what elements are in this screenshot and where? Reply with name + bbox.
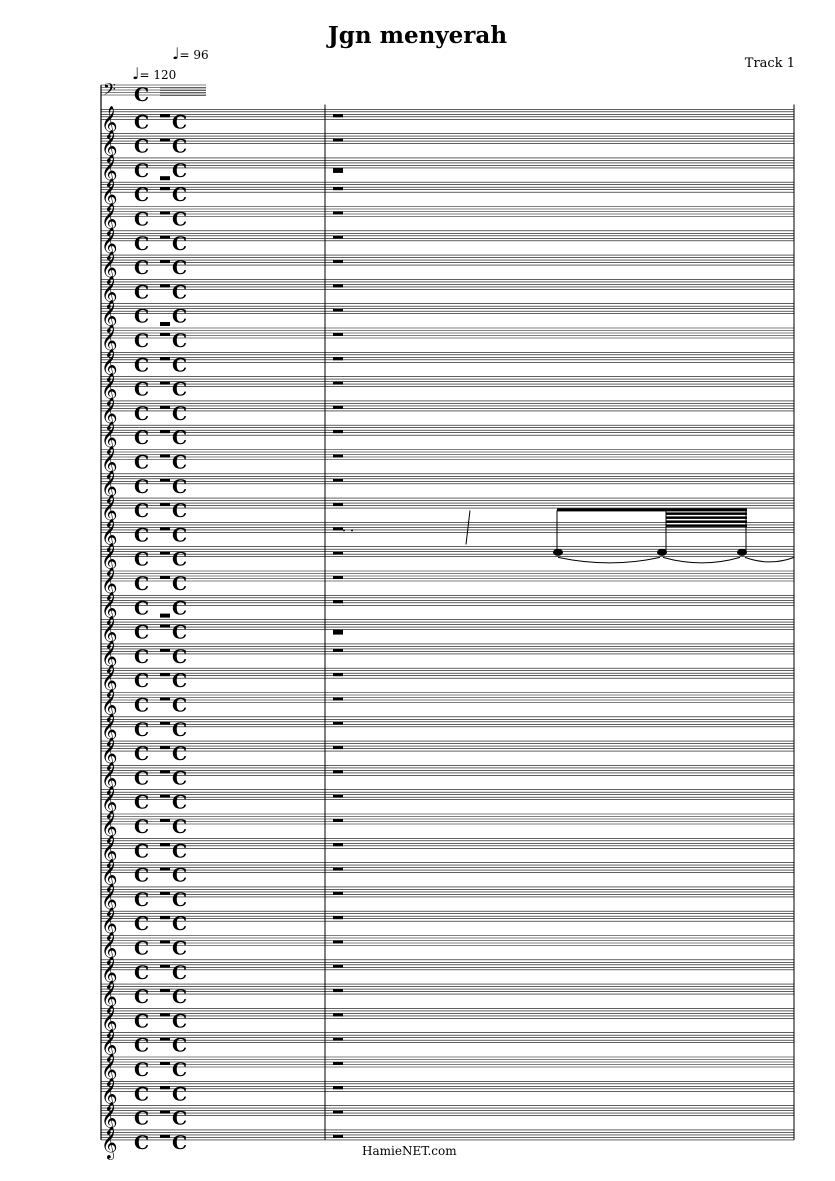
half-rest-icon — [333, 965, 343, 968]
time-signature: C — [172, 1107, 188, 1130]
time-signature: C — [172, 305, 188, 328]
half-rest-icon — [160, 1062, 170, 1065]
half-rest-icon — [160, 333, 170, 336]
time-signature: C — [134, 402, 150, 425]
treble-clef-icon: 𝄞 — [101, 129, 118, 163]
half-rest-icon — [333, 989, 343, 992]
time-signature: C — [134, 475, 150, 498]
time-signature: C — [134, 451, 150, 474]
treble-clef-icon: 𝄞 — [101, 153, 118, 187]
half-rest-icon — [333, 187, 343, 190]
half-rest-icon — [333, 892, 343, 895]
time-signature: C — [172, 718, 188, 741]
half-rest-icon — [160, 1086, 170, 1089]
dot — [351, 529, 353, 531]
half-rest-icon — [333, 503, 343, 506]
time-signature: C — [134, 573, 150, 595]
treble-clef-icon: 𝄞 — [101, 712, 118, 746]
time-signature: C — [172, 694, 188, 717]
time-signature: C — [172, 281, 188, 304]
time-signature: C — [172, 354, 188, 377]
time-signature: C — [134, 986, 150, 1009]
half-rest-icon — [333, 916, 343, 919]
half-rest-icon — [333, 139, 343, 142]
treble-clef-icon: 𝄞 — [101, 761, 118, 795]
half-rest-icon — [333, 698, 343, 701]
half-rest-icon — [160, 892, 170, 895]
time-signature: C — [172, 573, 188, 595]
time-signature: C — [172, 888, 188, 911]
treble-clef-icon: 𝄞 — [101, 688, 118, 722]
beam — [557, 508, 747, 511]
time-signature: C — [134, 694, 150, 717]
time-signature: C — [172, 378, 188, 401]
tempo-96-label: = 96 — [179, 48, 209, 62]
time-signature: C — [172, 1083, 188, 1106]
half-rest-icon — [160, 430, 170, 433]
footer-credit: HamieNET.com — [362, 1144, 457, 1158]
time-signature: C — [134, 888, 150, 911]
whole-rest-icon — [333, 630, 343, 635]
time-signature: C — [134, 305, 150, 328]
half-rest-icon — [333, 1111, 343, 1114]
half-rest-icon — [160, 1111, 170, 1114]
time-signature: C — [172, 767, 188, 790]
quarter-note-icon: ♩ — [132, 64, 140, 83]
half-rest-icon — [333, 212, 343, 215]
half-rest-icon — [333, 795, 343, 798]
half-rest-icon — [333, 309, 343, 312]
time-signature: C — [172, 864, 188, 887]
half-rest-icon — [333, 1013, 343, 1016]
dot — [343, 529, 345, 531]
tempo-120-label: = 120 — [139, 68, 177, 82]
time-signature: C — [134, 864, 150, 887]
time-signature: C — [134, 378, 150, 401]
treble-clef-icon: 𝄞 — [101, 494, 118, 528]
bass-clef-icon: 𝄢 — [103, 79, 116, 103]
whole-rest-icon — [333, 168, 343, 173]
half-rest-icon — [160, 625, 170, 628]
half-rest-icon — [333, 746, 343, 749]
treble-clef-icon: 𝄞 — [101, 980, 118, 1014]
time-signature: C — [172, 500, 188, 523]
time-signature: C — [134, 743, 150, 766]
time-signature: C — [172, 232, 188, 255]
tie — [745, 557, 794, 562]
time-signature: C — [172, 1010, 188, 1033]
half-rest-icon — [160, 552, 170, 555]
treble-clef-icon: 𝄞 — [101, 834, 118, 868]
beam — [666, 524, 747, 527]
half-rest-icon — [333, 600, 343, 603]
treble-clef-icon: 𝄞 — [101, 348, 118, 382]
half-rest-icon — [333, 868, 343, 871]
treble-clef-icon: 𝄞 — [101, 372, 118, 406]
treble-clef-icon: 𝄞 — [101, 567, 118, 600]
half-rest-icon — [333, 941, 343, 944]
time-signature: C — [172, 159, 188, 182]
time-signature: C — [172, 621, 188, 644]
time-signature: C — [134, 232, 150, 255]
time-signature: C — [172, 597, 188, 620]
treble-clef-icon: 𝄞 — [101, 469, 118, 503]
treble-clef-icon: 𝄞 — [101, 396, 118, 430]
half-rest-icon — [160, 1013, 170, 1016]
treble-clef-icon: 𝄞 — [101, 445, 118, 479]
time-signature: C — [172, 1034, 188, 1057]
page-title: Jgn menyerah — [327, 22, 508, 49]
time-signature: C — [134, 718, 150, 741]
half-rest-icon — [160, 187, 170, 190]
half-rest-icon — [333, 527, 343, 530]
treble-clef-icon: 𝄞 — [101, 591, 118, 625]
time-signature: C — [172, 743, 188, 766]
time-signature: C — [134, 1010, 150, 1033]
treble-clef-icon: 𝄞 — [101, 882, 118, 916]
time-signature: C — [134, 961, 150, 984]
treble-clef-icon: 𝄞 — [101, 664, 118, 698]
half-rest-icon — [160, 965, 170, 968]
half-rest-icon — [333, 430, 343, 433]
half-rest-icon — [160, 649, 170, 652]
half-rest-icon — [333, 722, 343, 725]
time-signature: C — [172, 840, 188, 863]
time-signature: C — [134, 257, 150, 280]
time-signature: C — [134, 281, 150, 304]
half-rest-icon — [333, 455, 343, 458]
time-signature: C — [134, 1083, 150, 1106]
time-signature: C — [134, 816, 150, 838]
time-signature: C — [134, 840, 150, 863]
time-signature: C — [134, 913, 150, 936]
time-signature: C — [134, 670, 150, 693]
half-rest-icon — [160, 139, 170, 142]
time-signature: C — [172, 913, 188, 936]
time-signature: C — [134, 135, 150, 158]
treble-clef-icon: 𝄞 — [101, 178, 118, 212]
half-rest-icon — [333, 479, 343, 482]
tempo-mark-120 — [132, 64, 176, 83]
treble-clef-icon: 𝄞 — [101, 299, 118, 333]
half-rest-icon — [160, 357, 170, 360]
half-rest-icon — [333, 843, 343, 846]
half-rest-icon — [333, 1135, 343, 1138]
half-rest-icon — [160, 576, 170, 579]
time-signature: C — [172, 184, 188, 207]
treble-clef-icon: 𝄞 — [101, 542, 118, 576]
half-rest-icon — [160, 382, 170, 385]
treble-clef-icon: 𝄞 — [101, 226, 118, 260]
time-signature: C — [172, 330, 188, 352]
treble-clef-icon: 𝄞 — [101, 275, 118, 309]
half-rest-icon — [160, 114, 170, 117]
half-rest-icon — [333, 406, 343, 409]
time-signature: C — [134, 208, 150, 231]
treble-clef-icon: 𝄞 — [101, 737, 118, 771]
time-signature: C — [134, 597, 150, 620]
half-rest-icon — [160, 868, 170, 871]
half-rest-icon — [160, 479, 170, 482]
half-rest-icon — [160, 212, 170, 215]
whole-rest-icon — [160, 176, 170, 180]
half-rest-icon — [160, 527, 170, 530]
time-signature: C — [172, 135, 188, 158]
treble-clef-icon: 𝄞 — [101, 202, 118, 236]
half-rest-icon — [160, 843, 170, 846]
half-rest-icon — [333, 552, 343, 555]
half-rest-icon — [160, 722, 170, 725]
time-signature: C — [172, 208, 188, 231]
time-signature: C — [172, 1131, 188, 1154]
treble-clef-icon: 𝄞 — [101, 1077, 118, 1111]
half-rest-icon — [333, 1086, 343, 1089]
time-signature: C — [172, 645, 188, 668]
time-signature: C — [134, 767, 150, 790]
time-signature: C — [134, 159, 150, 182]
treble-clef-icon: 𝄞 — [101, 251, 118, 285]
beam — [666, 516, 747, 519]
half-rest-icon — [333, 114, 343, 117]
time-signature: C — [172, 427, 188, 450]
treble-clef-icon: 𝄞 — [101, 858, 118, 892]
time-signature: C — [172, 451, 188, 474]
time-signature: C — [134, 354, 150, 377]
time-signature: C — [172, 986, 188, 1009]
treble-clef-icon: 𝄞 — [101, 421, 118, 455]
half-rest-icon — [333, 1038, 343, 1041]
treble-clef-icon: 𝄞 — [101, 785, 118, 819]
treble-clef-icon: 𝄞 — [101, 907, 118, 941]
time-signature: C — [134, 791, 150, 814]
time-signature: C — [134, 1034, 150, 1057]
treble-clef-icon: 𝄞 — [101, 1004, 118, 1038]
half-rest-icon — [333, 649, 343, 652]
half-rest-icon — [160, 989, 170, 992]
time-signature: C — [134, 937, 150, 960]
time-signature: C — [172, 1059, 188, 1081]
half-rest-icon — [160, 455, 170, 458]
time-signature: C — [172, 670, 188, 693]
tie — [558, 557, 660, 563]
time-signature: C — [134, 111, 150, 134]
treble-clef-icon: 𝄞 — [101, 615, 118, 649]
treble-clef-icon: 𝄞 — [101, 1053, 118, 1086]
time-signature: C — [134, 621, 150, 644]
half-rest-icon — [333, 260, 343, 263]
note-head — [553, 549, 563, 556]
half-rest-icon — [333, 236, 343, 239]
half-rest-icon — [333, 284, 343, 287]
treble-clef-icon: 𝄞 — [101, 639, 118, 673]
time-signature: C — [172, 257, 188, 280]
time-signature: C — [172, 937, 188, 960]
tie — [663, 557, 740, 563]
half-rest-icon — [160, 284, 170, 287]
half-rest-icon — [333, 357, 343, 360]
half-rest-icon — [160, 406, 170, 409]
treble-clef-icon: 𝄞 — [101, 518, 118, 552]
half-rest-icon — [160, 941, 170, 944]
time-signature: C — [172, 816, 188, 838]
time-signature: C — [134, 84, 150, 106]
half-rest-icon — [160, 770, 170, 773]
half-rest-icon — [160, 1135, 170, 1138]
half-rest-icon — [160, 503, 170, 506]
time-signature: C — [172, 548, 188, 571]
treble-clef-icon: 𝄞 — [101, 810, 118, 843]
half-rest-icon — [333, 1062, 343, 1065]
treble-clef-icon: 𝄞 — [101, 1125, 118, 1159]
half-rest-icon — [160, 698, 170, 701]
treble-clef-icon: 𝄞 — [101, 324, 118, 357]
time-signature: C — [134, 184, 150, 207]
tempo-mark-96 — [172, 44, 209, 63]
time-signature: C — [134, 500, 150, 523]
half-rest-icon — [160, 795, 170, 798]
track-label: Track 1 — [744, 56, 795, 71]
time-signature: C — [134, 1059, 150, 1081]
time-signature: C — [134, 548, 150, 571]
whole-rest-icon — [160, 322, 170, 326]
time-signature: C — [172, 524, 188, 547]
half-rest-icon — [160, 746, 170, 749]
half-rest-icon — [160, 236, 170, 239]
half-rest-icon — [160, 819, 170, 822]
treble-clef-icon: 𝄞 — [101, 105, 118, 139]
time-signature: C — [172, 475, 188, 498]
time-signature: C — [134, 330, 150, 352]
time-signature: C — [134, 427, 150, 450]
whole-rest-icon — [160, 614, 170, 618]
treble-clef-icon: 𝄞 — [101, 1028, 118, 1062]
half-rest-icon — [160, 916, 170, 919]
time-signature: C — [134, 1107, 150, 1130]
treble-clef-icon: 𝄞 — [101, 931, 118, 965]
half-rest-icon — [333, 382, 343, 385]
half-rest-icon — [160, 1038, 170, 1041]
beam — [666, 512, 747, 515]
time-signature: C — [134, 645, 150, 668]
half-rest-icon — [160, 260, 170, 263]
half-rest-icon — [333, 333, 343, 336]
beam — [666, 520, 747, 523]
half-rest-icon — [160, 673, 170, 676]
quarter-note-icon: ♩ — [172, 44, 180, 63]
treble-clef-icon: 𝄞 — [101, 1101, 118, 1135]
half-rest-icon — [333, 576, 343, 579]
half-rest-icon — [333, 770, 343, 773]
time-signature: C — [134, 524, 150, 547]
time-signature: C — [172, 961, 188, 984]
half-rest-icon — [333, 673, 343, 676]
time-signature: C — [172, 111, 188, 134]
time-signature: C — [134, 1131, 150, 1154]
time-signature: C — [172, 791, 188, 814]
treble-clef-icon: 𝄞 — [101, 955, 118, 989]
half-rest-icon — [333, 819, 343, 822]
time-signature: C — [172, 402, 188, 425]
